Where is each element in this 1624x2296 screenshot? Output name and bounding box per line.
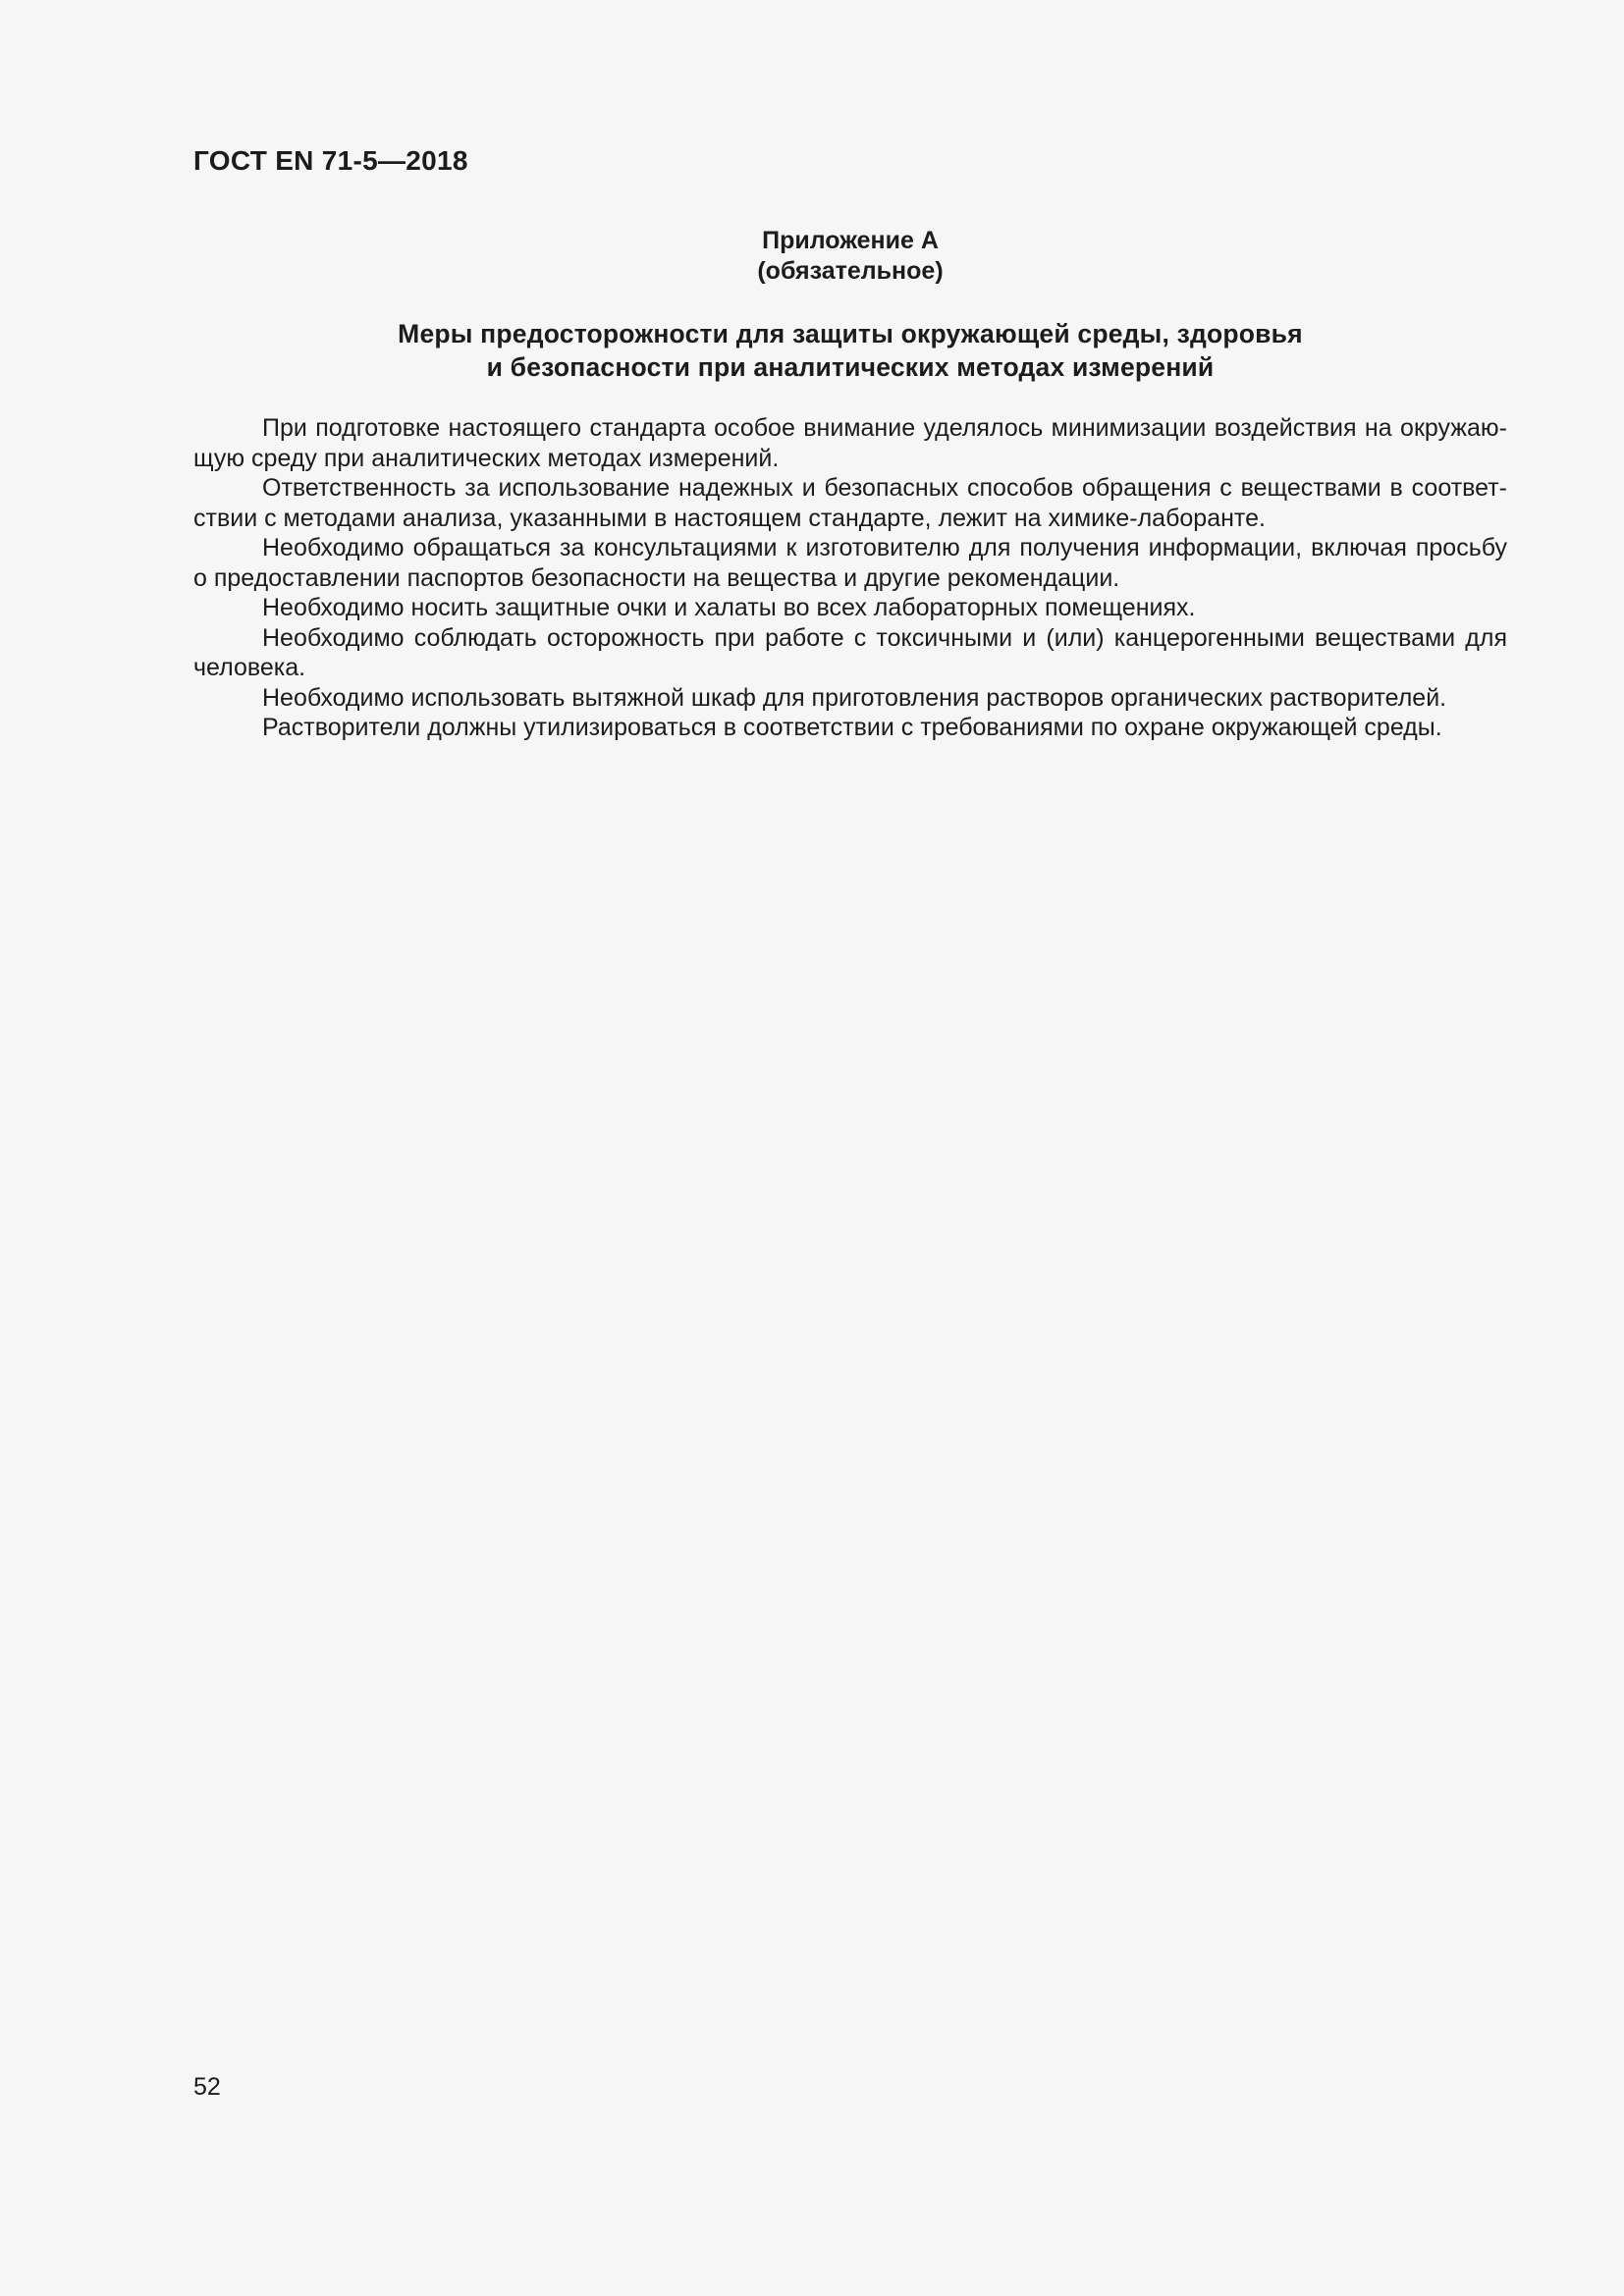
- annex-body: [193, 413, 1507, 743]
- paragraph: Необходимо использовать вытяжной шкаф для приготовления растворов органических растворителей.: [262, 683, 1447, 712]
- annex-status: (обязательное): [757, 257, 944, 285]
- page-number: 52: [193, 2073, 221, 2101]
- annex-label: Приложение А: [762, 227, 939, 254]
- annex-title-line-2: и безопасности при аналитических методах измерений: [486, 352, 1215, 382]
- paragraph: Необходимо носить защитные очки и халаты во всех лабораторных помещениях.: [262, 594, 1196, 621]
- paragraph: Ответственность за использование надежных и безопасных способов обращения с веществами в соответствии с методами анализа, указанными в настоящем стандарте, лежит на химике-лаборанте.: [193, 474, 1507, 532]
- paragraph: Растворители должны утилизироваться в соответствии с требованиями по охране окружающей среды.: [262, 714, 1442, 741]
- paragraph: При подготовке настоящего стандарта особое внимание уделялось минимизации воздействия на окружающую среду при аналитических методах измерений.: [193, 414, 1507, 472]
- annex-heading: [193, 226, 1507, 287]
- paragraph: Необходимо соблюдать осторожность при работе с токсичными и (или) канцерогенными веществами для человека.: [193, 623, 1507, 681]
- annex-title-line-1: Меры предосторожности для защиты окружающей среды, здоровья: [398, 319, 1303, 348]
- standard-code-header: ГОСТ EN 71-5—2018: [193, 145, 468, 176]
- annex-title: [193, 317, 1507, 384]
- paragraph: Необходимо обращаться за консультациями к изготовителю для получения информации, включая просьбу о предоставлении паспортов безопасности на вещества и другие рекомендации.: [193, 534, 1507, 592]
